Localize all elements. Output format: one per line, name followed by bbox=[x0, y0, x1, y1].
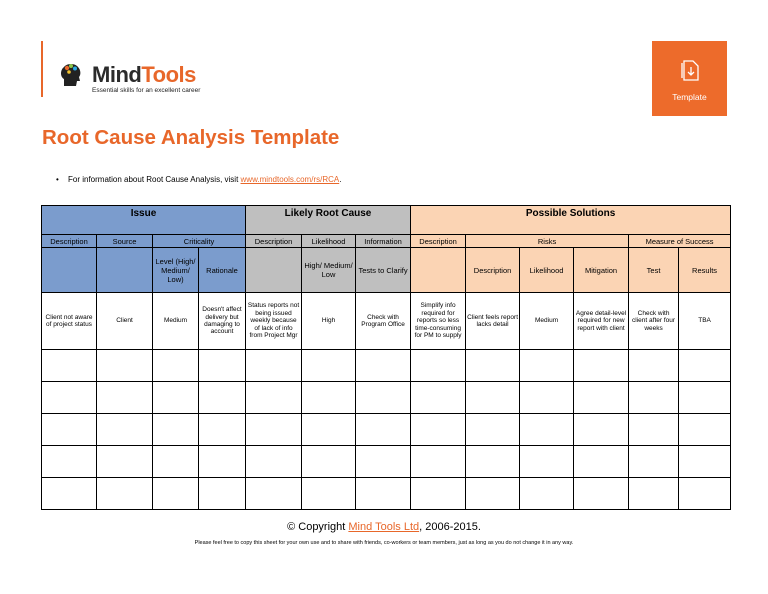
table-cell[interactable]: Doesn't affect delivery but damaging to account bbox=[199, 293, 246, 350]
group-possible-solutions: Possible Solutions bbox=[411, 206, 731, 235]
col-solution-description: Description bbox=[411, 235, 466, 248]
table-cell[interactable] bbox=[411, 478, 466, 510]
table-cell[interactable] bbox=[574, 446, 629, 478]
table-cell[interactable] bbox=[246, 414, 302, 446]
page-title: Root Cause Analysis Template bbox=[42, 126, 340, 149]
col-issue-description: Description bbox=[42, 235, 97, 248]
copyright-prefix: © Copyright bbox=[287, 521, 349, 533]
table-row bbox=[42, 414, 731, 446]
table-cell[interactable]: Client bbox=[97, 293, 153, 350]
table-cell[interactable]: High bbox=[302, 293, 356, 350]
table-cell[interactable] bbox=[97, 478, 153, 510]
table-cell[interactable] bbox=[302, 446, 356, 478]
table-row bbox=[42, 350, 731, 382]
blank-cell bbox=[246, 248, 302, 293]
table-cell[interactable]: TBA bbox=[679, 293, 731, 350]
blank-cell bbox=[97, 248, 153, 293]
info-text: For information about Root Cause Analysis, visit bbox=[68, 175, 241, 184]
table-cell[interactable] bbox=[246, 350, 302, 382]
table-subheader-row-2 bbox=[42, 248, 731, 293]
table-cell[interactable]: Simplify info required for reports so less time-consuming for PM to supply bbox=[411, 293, 466, 350]
table-cell[interactable] bbox=[466, 382, 520, 414]
table-cell[interactable]: Client not aware of project status bbox=[42, 293, 97, 350]
table-cell[interactable]: Check with Program Office bbox=[356, 293, 411, 350]
col-cause-description: Description bbox=[246, 235, 302, 248]
table-group-row bbox=[42, 206, 731, 235]
table-cell[interactable] bbox=[629, 382, 679, 414]
table-cell[interactable] bbox=[302, 350, 356, 382]
col-cause-likelihood: Likelihood bbox=[302, 235, 356, 248]
col-test: Test bbox=[629, 248, 679, 293]
table-subheader-row bbox=[42, 235, 731, 248]
table-cell[interactable] bbox=[679, 350, 731, 382]
col-source: Source bbox=[97, 235, 153, 248]
copyright-line bbox=[0, 521, 768, 533]
table-cell[interactable]: Client feels report lacks detail bbox=[466, 293, 520, 350]
col-risk-likelihood: Likelihood bbox=[520, 248, 574, 293]
info-line bbox=[56, 175, 341, 184]
table-cell[interactable] bbox=[356, 350, 411, 382]
table-cell[interactable] bbox=[520, 446, 574, 478]
table-cell[interactable] bbox=[520, 414, 574, 446]
blank-cell bbox=[42, 248, 97, 293]
header-accent-line bbox=[41, 41, 43, 97]
company-link[interactable]: Mind Tools Ltd bbox=[348, 521, 420, 533]
table-cell[interactable] bbox=[302, 414, 356, 446]
table-cell[interactable] bbox=[42, 414, 97, 446]
table-cell[interactable] bbox=[679, 414, 731, 446]
table-cell[interactable] bbox=[302, 478, 356, 510]
rca-link[interactable]: www.mindtools.com/rs/RCA bbox=[240, 175, 340, 184]
table-cell[interactable] bbox=[411, 350, 466, 382]
table-cell[interactable] bbox=[246, 382, 302, 414]
table-cell[interactable] bbox=[411, 446, 466, 478]
table-cell[interactable] bbox=[199, 382, 246, 414]
table-cell[interactable] bbox=[199, 350, 246, 382]
table-cell[interactable] bbox=[42, 478, 97, 510]
table-cell[interactable]: Medium bbox=[520, 293, 574, 350]
table-cell[interactable] bbox=[679, 446, 731, 478]
table-row bbox=[42, 478, 731, 510]
table-cell[interactable] bbox=[199, 414, 246, 446]
table-cell[interactable] bbox=[466, 446, 520, 478]
table-cell[interactable] bbox=[629, 350, 679, 382]
col-risk-description: Description bbox=[466, 248, 520, 293]
mindtools-logo bbox=[60, 60, 220, 96]
table-cell[interactable] bbox=[42, 382, 97, 414]
col-level: Level (High/ Medium/ Low) bbox=[153, 248, 199, 293]
logo-tagline: Essential skills for an excellent career bbox=[92, 87, 201, 94]
table-cell[interactable] bbox=[356, 414, 411, 446]
usage-note: Please feel free to copy this sheet for your own use and to share with friends, co-workers or team members, just as long as you do not change it in any way. bbox=[194, 540, 574, 546]
blank-cell bbox=[411, 248, 466, 293]
col-likelihood-level: High/ Medium/ Low bbox=[302, 248, 356, 293]
rca-table bbox=[41, 205, 731, 510]
group-likely-root-cause: Likely Root Cause bbox=[246, 206, 411, 235]
table-cell[interactable] bbox=[302, 382, 356, 414]
col-mitigation: Mitigation bbox=[574, 248, 629, 293]
table-cell[interactable] bbox=[153, 382, 199, 414]
col-measure-of-success: Measure of Success bbox=[629, 235, 731, 248]
head-icon bbox=[60, 62, 82, 88]
table-row bbox=[42, 382, 731, 414]
table-cell[interactable] bbox=[246, 446, 302, 478]
table-cell[interactable] bbox=[42, 350, 97, 382]
table-cell[interactable]: Agree detail-level required for new report with client bbox=[574, 293, 629, 350]
table-cell[interactable] bbox=[153, 446, 199, 478]
table-cell[interactable] bbox=[356, 446, 411, 478]
table-cell[interactable] bbox=[520, 350, 574, 382]
table-cell[interactable] bbox=[629, 414, 679, 446]
table-cell[interactable] bbox=[629, 478, 679, 510]
table-cell[interactable] bbox=[411, 382, 466, 414]
col-rationale: Rationale bbox=[199, 248, 246, 293]
col-tests-to-clarify: Tests to Clarify bbox=[356, 248, 411, 293]
template-button[interactable] bbox=[652, 41, 727, 116]
bullet: • bbox=[56, 175, 59, 184]
col-information: Information bbox=[356, 235, 411, 248]
table-cell[interactable] bbox=[153, 350, 199, 382]
col-risks: Risks bbox=[466, 235, 629, 248]
table-cell[interactable] bbox=[574, 382, 629, 414]
table-cell[interactable] bbox=[679, 478, 731, 510]
info-after: . bbox=[339, 175, 342, 184]
table-cell[interactable] bbox=[97, 382, 153, 414]
table-cell[interactable] bbox=[246, 478, 302, 510]
table-cell[interactable] bbox=[97, 414, 153, 446]
group-issue: Issue bbox=[42, 206, 246, 235]
table-cell[interactable] bbox=[153, 414, 199, 446]
col-results: Results bbox=[679, 248, 731, 293]
logo-wordmark: MindTools bbox=[92, 62, 196, 87]
document-download-icon bbox=[680, 58, 700, 82]
table-cell[interactable] bbox=[629, 446, 679, 478]
copyright-suffix: , 2006-2015. bbox=[419, 521, 481, 533]
table-cell[interactable] bbox=[466, 350, 520, 382]
table-cell[interactable] bbox=[574, 350, 629, 382]
table-cell[interactable] bbox=[42, 446, 97, 478]
table-cell[interactable] bbox=[356, 382, 411, 414]
table-cell[interactable] bbox=[574, 414, 629, 446]
col-criticality: Criticality bbox=[153, 235, 246, 248]
table-cell[interactable] bbox=[411, 414, 466, 446]
table-cell[interactable]: Check with client after four weeks bbox=[629, 293, 679, 350]
table-cell[interactable] bbox=[153, 478, 199, 510]
table-row bbox=[42, 446, 731, 478]
table-cell[interactable] bbox=[520, 382, 574, 414]
table-cell[interactable] bbox=[97, 350, 153, 382]
table-cell[interactable] bbox=[199, 478, 246, 510]
table-row bbox=[42, 293, 731, 350]
template-button-label: Template bbox=[672, 92, 707, 102]
table-cell[interactable] bbox=[199, 446, 246, 478]
table-cell[interactable]: Status reports not being issued weekly because of lack of info from Project Mgr bbox=[246, 293, 302, 350]
table-cell[interactable]: Medium bbox=[153, 293, 199, 350]
table-cell[interactable] bbox=[466, 414, 520, 446]
table-cell[interactable] bbox=[679, 382, 731, 414]
table-cell[interactable] bbox=[356, 478, 411, 510]
table-cell[interactable] bbox=[97, 446, 153, 478]
table-cell[interactable] bbox=[574, 478, 629, 510]
table-cell[interactable] bbox=[520, 478, 574, 510]
table-cell[interactable] bbox=[466, 478, 520, 510]
